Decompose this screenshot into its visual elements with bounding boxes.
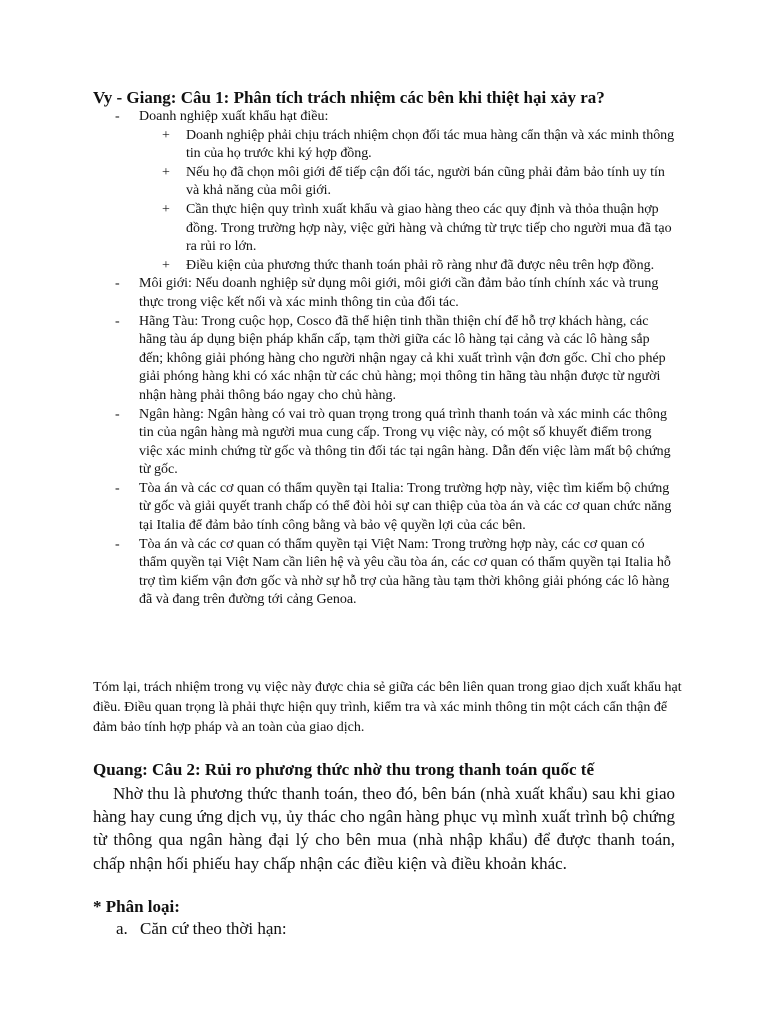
list-item-text: Môi giới: Nếu doanh nghiệp sử dụng môi giới, môi giới cần đảm bảo tính chính xác và trung thực trong việc kết nối và xác minh thông tin của đối tác.: [139, 276, 659, 310]
list-item-vietnam-court: [0, 536, 674, 610]
sub-list-item-text: Điều kiện của phương thức thanh toán phải rõ ràng như đã được nêu trên hợp đồng.: [186, 257, 655, 273]
sub-list-item-text: Doanh nghiệp phải chịu trách nhiệm chọn đối tác mua hàng cẩn thận và xác minh thông tin của họ trước khi ký hợp đồng.: [186, 127, 675, 162]
responsibility-list: [0, 108, 768, 610]
sub-heading-marker: a.: [116, 919, 128, 938]
sub-list-item-text: Nếu họ đã chọn môi giới để tiếp cận đối tác, người bán cũng phải đảm bảo tính uy tín và khả năng của môi giới.: [186, 164, 665, 199]
list-bullet: -: [115, 406, 120, 422]
list-bullet: -: [115, 480, 120, 496]
list-item-text: Hãng Tàu: Trong cuộc họp, Cosco đã thể hiện tinh thần thiện chí để hỗ trợ khách hàng, các hãng tàu áp dụng biện pháp khẩn cấp, tạm thời giữa các lô hàng tại cảng và các lô hàng sắp đến; không giải phóng hàng cho người nhận ngay cả khi xuất trình vận đơn gốc. Chỉ cho phép giải phóng hàng khi có xác nhận từ các chủ hàng; mọi thông tin hãng tàu nhận được từ người nhận hàng phải thông báo ngay cho chủ hàng.: [139, 313, 666, 403]
sub-list-item-text: Cần thực hiện quy trình xuất khẩu và giao hàng theo các quy định và thỏa thuận hợp đồng. Trong trường hợp này, việc gửi hàng và chứng từ trực tiếp cho người mua đã tạo ra rủi ro lớn.: [186, 201, 672, 255]
collection-definition-paragraph: Nhờ thu là phương thức thanh toán, theo đó, bên bán (nhà xuất khẩu) sau khi giao hàng hay cung ứng dịch vụ, ủy thác cho ngân hàng phục vụ mình xuất trình bộ chứng từ thông qua ngân hàng đại lý cho bên mua (nhà nhập khẩu) để được thanh toán, chấp nhận hối phiếu hay chấp nhận các điều kiện và điều khoản khác.: [93, 784, 675, 873]
sub-list-item: [0, 257, 678, 276]
section1-heading: Vy - Giang: Câu 1: Phân tích trách nhiệm các bên khi thiệt hại xảy ra?: [93, 88, 605, 107]
sub-list-bullet: +: [162, 257, 170, 273]
list-item-text: Tòa án và các cơ quan có thẩm quyền tại Việt Nam: Trong trường hợp này, các cơ quan có thẩm quyền tại Việt Nam cần liên hệ và yêu cầu tòa án, các cơ quan có thẩm quyền tại Italia hỗ trợ tìm kiếm vận đơn gốc và nhờ sự hỗ trợ của hãng tàu tạm thời không giải phóng các lô hàng đã và đang trên đường tới cảng Genoa.: [139, 536, 671, 608]
list-item-text: Tòa án và các cơ quan có thẩm quyền tại Italia: Trong trường hợp này, việc tìm kiếm bộ chứng từ gốc và giải quyết tranh chấp có thể đòi hỏi sự can thiệp của tòa án và các cơ quan chức năng tại Italia để đảm bảo tính công bằng và bảo vệ quyền lợi của các bên.: [139, 480, 672, 534]
sub-list-item: [0, 201, 678, 257]
list-item-shipping-line: [0, 313, 674, 406]
list-bullet: -: [115, 536, 120, 552]
summary-paragraph: Tóm lại, trách nhiệm trong vụ việc này được chia sẻ giữa các bên liên quan trong giao dịch xuất khẩu hạt điều. Điều quan trọng là phải thực hiện quy trình, kiểm tra và xác minh thông tin một cách cẩn thận để đảm bảo tính hợp pháp và an toàn của giao dịch.: [93, 680, 682, 735]
sub-list-item: [0, 164, 678, 201]
sub-list-bullet: +: [162, 164, 170, 180]
list-item-broker: [0, 275, 674, 312]
list-item-italy-court: [0, 480, 674, 536]
sub-list-bullet: +: [162, 127, 170, 143]
list-bullet: -: [115, 276, 120, 292]
list-item-text: Ngân hàng: Ngân hàng có vai trò quan trọng trong quá trình thanh toán và xác minh các thông tin của ngân hàng mà người mua cung cấp. Trong vụ việc này, có một số khuyết điểm trong việc xác minh chứng từ gốc và thông tin đối tác tại ngân hàng. Dẫn đến việc làm mất bộ chứng từ gốc.: [139, 406, 671, 478]
list-bullet: -: [115, 109, 120, 124]
classification-heading: * Phân loại:: [93, 897, 180, 916]
list-item-bank: [0, 406, 674, 480]
list-item-text: Doanh nghiệp xuất khẩu hạt điều:: [139, 109, 329, 124]
sub-list-item: [0, 127, 678, 164]
sub-heading-text: Căn cứ theo thời hạn:: [140, 919, 287, 938]
list-bullet: -: [115, 313, 120, 329]
section2-heading: Quang: Câu 2: Rủi ro phương thức nhờ thu trong thanh toán quốc tế: [93, 760, 595, 779]
sub-heading-a: [116, 918, 287, 940]
sub-list-bullet: +: [162, 201, 170, 217]
list-item-exporter: [0, 108, 674, 127]
